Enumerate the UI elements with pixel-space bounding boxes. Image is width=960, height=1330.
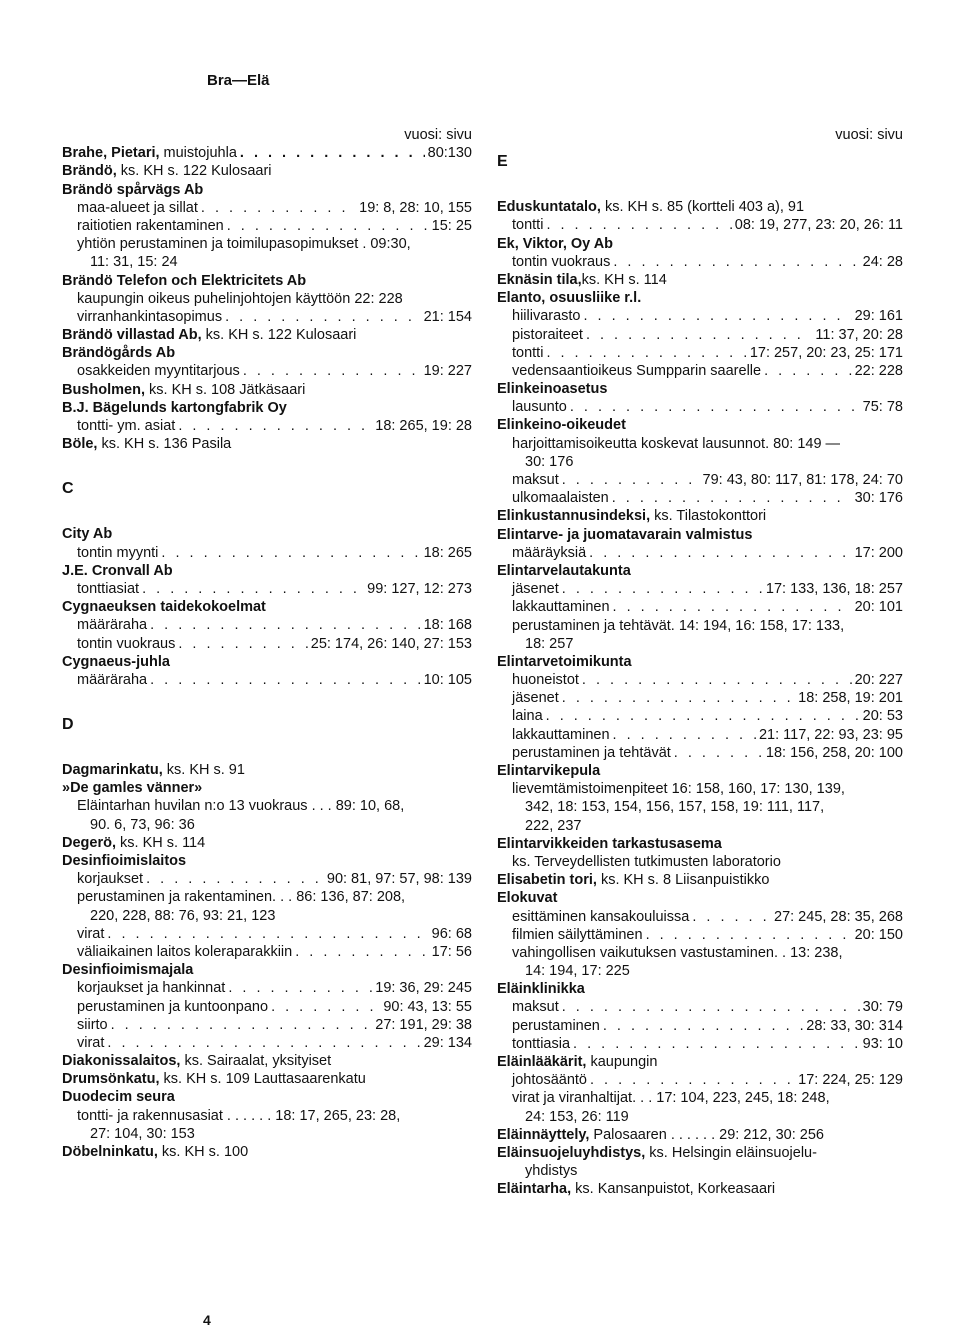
year-page-ref: 24: 28 [862, 253, 903, 270]
year-page-ref: 30: 176 [854, 490, 903, 507]
subentry-label: lakkauttaminen [512, 599, 610, 616]
index-heading [62, 1143, 472, 1161]
heading-term: Elintarvikepula [497, 763, 601, 779]
dot-leader [178, 635, 307, 653]
dot-leader [562, 689, 795, 707]
subentry-label: lakkauttaminen [512, 726, 610, 743]
continuation-line: 220, 228, 88: 76, 93: 21, 123 [90, 907, 276, 924]
heading-term: Ek, Viktor, Oy Ab [497, 235, 614, 252]
continuation-line: 11: 31, 15: 24 [90, 254, 178, 271]
section-letter: D [62, 716, 74, 734]
index-heading [62, 653, 472, 671]
year-page-ref: 18: 156, 258, 20: 100 [765, 744, 903, 761]
index-subentry: harjoittamisoikeutta koskevat lausunnot. 80: 149 — [512, 435, 841, 452]
index-heading [497, 1144, 903, 1162]
dot-leader [613, 253, 859, 271]
spacer [62, 507, 472, 525]
index-heading [497, 653, 903, 671]
dot-leader [178, 417, 372, 435]
dot-leader [646, 926, 852, 944]
index-subentry [497, 544, 903, 562]
year-page-ref: 17: 224, 25: 129 [798, 1072, 903, 1089]
index-heading [62, 562, 472, 580]
heading-term: Eduskuntatalo, [497, 199, 601, 216]
subentry-label: tonttiasia [512, 1035, 571, 1052]
subentry-label: korjaukset ja hankinnat [77, 980, 226, 997]
continuation-line: 90. 6, 73, 96: 36 [90, 816, 195, 833]
index-subentry [497, 1017, 903, 1035]
page-header: Bra—Elä [207, 72, 270, 89]
index-subentry [62, 998, 472, 1016]
heading-term: »De gamles vänner» [62, 780, 203, 797]
index-heading [62, 598, 472, 616]
index-heading [497, 526, 903, 544]
heading-term: Eläinlääkärit, [497, 1054, 587, 1070]
dot-leader [240, 144, 425, 162]
year-page-ref: 75: 78 [862, 399, 903, 416]
dot-leader [612, 489, 852, 507]
heading-reference: ks. KH s. 108 Jätkäsaari [144, 381, 306, 398]
year-page-ref: 21: 154 [423, 308, 472, 325]
heading-reference: muistojuhla [159, 145, 237, 162]
heading-reference: ks. KH s. 136 Pasila [97, 436, 232, 453]
index-heading [62, 761, 472, 779]
index-subentry [62, 1034, 472, 1052]
index-heading [497, 835, 903, 853]
subentry-label: pistoraiteet [512, 326, 583, 343]
dot-leader [146, 870, 324, 888]
heading-term: Brändö villastad Ab, [62, 327, 202, 344]
index-subentry [62, 925, 472, 943]
index-heading [62, 1088, 472, 1106]
dot-leader [692, 908, 771, 926]
year-page-ref: 17: 257, 20: 23, 25: 171 [749, 344, 903, 361]
subentry-label: perustaminen ja kuntoonpano [77, 998, 269, 1015]
index-subentry: kaupungin oikeus puhelinjohtojen käyttöön 22: 228 [77, 290, 403, 307]
year-page-ref: 29: 161 [854, 308, 903, 325]
index-heading [62, 381, 472, 399]
index-subentry: virat ja viranhaltijat. . . 17: 104, 223, 245, 18: 248, [512, 1090, 830, 1107]
subentry-label: virranhankintasopimus [77, 308, 223, 325]
index-heading [497, 235, 903, 253]
year-page-ref: 27: 245, 28: 35, 268 [774, 908, 903, 925]
heading-reference: ks. KH s. 91 [162, 762, 245, 779]
index-heading [497, 507, 903, 525]
index-subentry: perustaminen ja tehtävät. 14: 194, 16: 158, 17: 133, [512, 617, 845, 634]
index-heading [497, 1180, 903, 1198]
index-heading [62, 399, 472, 417]
column-caption: vuosi: sivu [835, 127, 903, 143]
index-column-left [62, 126, 472, 1161]
index-subentry [62, 417, 472, 435]
dot-leader [584, 307, 852, 325]
year-page-ref: 10: 105 [423, 671, 472, 688]
index-subentry [497, 216, 903, 234]
section-letter: C [62, 480, 74, 498]
dot-leader [225, 308, 421, 326]
heading-term: Brändö Telefon och Elektricitets Ab [62, 272, 307, 289]
year-page-ref: 19: 8, 28: 10, 155 [359, 199, 472, 216]
subentry-label: määräraha [77, 617, 148, 634]
subentry-label: raitiotien rakentaminen [77, 217, 224, 234]
index-subentry [62, 217, 472, 235]
continuation-line: 342, 18: 153, 154, 156, 157, 158, 19: 111, 117, [525, 799, 825, 816]
year-page-ref: 20: 150 [854, 926, 903, 943]
heading-term: Cygnaeuksen taidekokoelmat [62, 599, 266, 616]
heading-term: Cygnaeus-juhla [62, 653, 170, 670]
dot-leader [589, 544, 851, 562]
heading-term: Elintarvikkeiden tarkastusasema [497, 835, 722, 852]
dot-leader [613, 598, 852, 616]
subentry-label: ulkomaalaisten [512, 490, 609, 507]
index-subentry [497, 598, 903, 616]
subentry-label: määräyksiä [512, 544, 587, 561]
heading-term: Brändö, [62, 163, 117, 180]
dot-leader [228, 979, 372, 997]
index-subentry [497, 998, 903, 1016]
dot-leader [613, 726, 756, 744]
index-heading [497, 1053, 903, 1071]
heading-reference: ks. KH s. 109 Lauttasaarenkatu [159, 1071, 366, 1088]
heading-reference: ks. Sairaalat, yksityiset [180, 1053, 332, 1070]
index-heading [62, 852, 472, 870]
index-heading [62, 1052, 472, 1070]
index-heading [497, 762, 903, 780]
spacer [62, 689, 472, 707]
heading-reference: ks. KH s. 114 [581, 271, 667, 288]
dot-leader [562, 471, 700, 489]
dot-leader [674, 744, 763, 762]
year-page-ref: 20: 53 [862, 708, 903, 725]
index-column-right [497, 126, 903, 1199]
heading-reference: ks. KH s. 85 (kortteli 403 a), 91 [600, 199, 805, 216]
dot-leader [562, 998, 860, 1016]
year-page-ref: 08: 19, 277, 23: 20, 26: 11 [734, 217, 903, 234]
heading-term: Elisabetin tori, [497, 872, 597, 889]
index-heading [62, 961, 472, 979]
year-page-ref: 21: 117, 22: 93, 23: 95 [758, 726, 903, 743]
index-subentry [497, 398, 903, 416]
heading-reference: ks. KH s. 122 Kulosaari [201, 327, 357, 344]
heading-term: Desinfioimislaitos [62, 853, 187, 869]
heading-reference: ks. KH s. 122 Kulosaari [116, 163, 272, 180]
index-subentry: vahingollisen vaikutuksen vastustaminen. . 13: 238, [512, 944, 843, 961]
subentry-label: johtosääntö [512, 1072, 587, 1089]
subentry-label: tontti [512, 217, 544, 234]
index-subentry [497, 489, 903, 507]
heading-term: Eläintarha, [497, 1181, 572, 1198]
dot-leader [227, 217, 429, 235]
index-heading [497, 1126, 903, 1144]
continuation-line: 14: 194, 17: 225 [525, 963, 630, 980]
continuation-line: 24: 153, 26: 119 [525, 1108, 629, 1125]
dot-leader [142, 580, 364, 598]
subentry-label: filmien säilyttäminen [512, 926, 643, 943]
index-subentry [62, 616, 472, 634]
dot-leader [603, 1017, 803, 1035]
subentry-label: tontin vuokraus [512, 253, 611, 270]
subentry-label: tontin vuokraus [77, 635, 176, 652]
heading-reference: Palosaaren . . . . . . 29: 212, 30: 256 [589, 1126, 824, 1143]
index-subentry: ks. Terveydellisten tutkimusten laboratorio [512, 853, 781, 870]
heading-term: Elintarve- ja juomatavarain valmistus [497, 526, 753, 543]
index-subentry: lievemtämistoimenpiteet 16: 158, 160, 17: 130, 139, [512, 781, 845, 798]
index-heading [497, 980, 903, 998]
dot-leader [161, 544, 420, 562]
index-subentry [62, 943, 472, 961]
heading-term: J.E. Cronvall Ab [62, 562, 173, 579]
subentry-label: maksut [512, 999, 559, 1016]
dot-leader [107, 1034, 420, 1052]
heading-term: Busholmen, [62, 381, 145, 398]
year-page-ref: 25: 174, 26: 140, 27: 153 [310, 635, 472, 652]
heading-reference: ks. Tilastokonttori [650, 508, 767, 525]
subentry-label: maksut [512, 472, 559, 488]
subentry-label: väliaikainen laitos koleraparakkiin [77, 943, 293, 960]
index-subentry [62, 199, 472, 217]
index-heading [62, 834, 472, 852]
year-page-ref: 80:130 [427, 145, 472, 162]
index-subentry [497, 471, 903, 489]
index-subentry: tontti- ja rakennusasiat . . . . . . 18: 17, 265, 23: 28, [77, 1107, 401, 1124]
heading-reference: ks. KH s. 8 Liisanpuistikko [596, 872, 770, 889]
subentry-label: jäsenet [512, 690, 559, 707]
index-subentry [497, 1071, 903, 1089]
index-subentry [497, 344, 903, 362]
subentry-label: korjaukset [77, 871, 144, 888]
dot-leader [570, 398, 860, 416]
subentry-label: jäsenet [512, 581, 559, 598]
index-subentry [497, 362, 903, 380]
index-subentry [62, 362, 472, 380]
heading-label [62, 144, 237, 162]
year-page-ref: 17: 133, 136, 18: 257 [765, 581, 903, 598]
year-page-ref: 28: 33, 30: 314 [806, 1017, 903, 1034]
dot-leader [546, 216, 731, 234]
continuation-line: yhdistys [525, 1163, 578, 1180]
index-heading [62, 181, 472, 199]
index-subentry: yhtiön perustaminen ja toimilupasopimukset . 09:30, [77, 236, 411, 253]
dot-leader [562, 580, 763, 598]
dot-leader [546, 344, 746, 362]
heading-term: Diakonissalaitos, [62, 1053, 181, 1070]
dot-leader [201, 199, 356, 217]
heading-term: Dagmarinkatu, [62, 762, 163, 779]
continuation-line: 18: 257 [525, 635, 574, 652]
subentry-label: perustaminen ja tehtävät [512, 744, 671, 761]
subentry-label: vedensaantioikeus Sumpparin saarelle [512, 362, 762, 379]
heading-term: Desinfioimismajala [62, 962, 194, 979]
index-heading [497, 871, 903, 889]
year-page-ref: 15: 25 [431, 217, 472, 234]
subentry-label: virat [77, 1034, 105, 1051]
index-heading [62, 344, 472, 362]
index-subentry [62, 870, 472, 888]
subentry-label: tonttiasiat [77, 580, 140, 597]
heading-term: Brändögårds Ab [62, 345, 176, 362]
subentry-label: tontti- ym. asiat [77, 418, 176, 434]
subentry-label: määräraha [77, 671, 148, 688]
spacer [497, 180, 903, 198]
index-heading [62, 162, 472, 180]
dot-leader [271, 998, 380, 1016]
index-subentry [62, 1016, 472, 1034]
spacer [62, 743, 472, 761]
heading-reference: kaupungin [586, 1054, 658, 1070]
subentry-label: osakkeiden myyntitarjous [77, 363, 240, 380]
page-number: 4 [203, 1312, 211, 1328]
year-page-ref: 90: 43, 13: 55 [383, 998, 472, 1015]
heading-term: Elanto, osuusliike r.l. [497, 290, 642, 307]
heading-term: Elokuvat [497, 890, 558, 907]
subentry-label: esittäminen kansakouluissa [512, 908, 690, 925]
heading-term: Elintarvetoimikunta [497, 653, 632, 670]
subentry-label: perustaminen [512, 1017, 600, 1034]
index-heading [497, 198, 903, 216]
heading-term: Elinkeinoasetus [497, 381, 608, 398]
year-page-ref: 96: 68 [431, 925, 472, 942]
year-page-ref: 20: 227 [854, 672, 903, 689]
index-heading [62, 779, 472, 797]
heading-term: Eläinklinikka [497, 981, 585, 998]
index-heading [62, 1070, 472, 1088]
heading-term: Elinkustannusindeksi, [497, 508, 651, 525]
year-page-ref: 99: 127, 12: 273 [367, 580, 472, 597]
heading-term: Drumsönkatu, [62, 1071, 160, 1088]
subentry-label: huoneistot [512, 672, 579, 689]
index-subentry [62, 671, 472, 689]
dot-leader [546, 707, 860, 725]
year-page-ref: 17: 200 [854, 544, 903, 561]
index-subentry [497, 580, 903, 598]
column-caption: vuosi: sivu [404, 127, 472, 143]
dot-leader [295, 943, 428, 961]
heading-term: Elinkeino-oikeudet [497, 417, 626, 434]
heading-term: Elintarvelautakunta [497, 562, 631, 579]
index-subentry [62, 544, 472, 562]
index-subentry [62, 979, 472, 997]
index-subentry [497, 726, 903, 744]
year-page-ref: 79: 43, 80: 117, 81: 178, 24: 70 [702, 472, 903, 488]
year-page-ref: 18: 265, 19: 28 [375, 418, 472, 434]
dot-leader [586, 326, 812, 344]
index-subentry: perustaminen ja rakentaminen. . . 86: 136, 87: 208, [77, 889, 406, 906]
index-heading [62, 272, 472, 290]
heading-term: B.J. Bägelunds kartongfabrik Oy [62, 399, 287, 416]
index-subentry [497, 253, 903, 271]
index-subentry [497, 744, 903, 762]
year-page-ref: 18: 265 [423, 544, 472, 561]
year-page-ref: 27: 191, 29: 38 [375, 1016, 472, 1033]
subentry-label: lausunto [512, 399, 567, 416]
index-heading [497, 271, 903, 289]
index-heading [62, 525, 472, 543]
heading-term: City Ab [62, 526, 113, 543]
heading-term: Eknäsin tila, [497, 271, 582, 288]
index-subentry [497, 689, 903, 707]
subentry-label: hiilivarasto [512, 308, 581, 325]
year-page-ref: 20: 101 [854, 599, 903, 616]
dot-leader [150, 616, 420, 634]
year-page-ref: 93: 10 [862, 1035, 903, 1052]
index-heading [497, 416, 903, 434]
heading-reference: ks. KH s. 114 [116, 834, 206, 851]
dot-leader [582, 671, 852, 689]
year-page-ref: 18: 258, 19: 201 [798, 690, 903, 707]
index-subentry [497, 908, 903, 926]
dot-leader [111, 1016, 373, 1034]
heading-term: Eläinnäyttely, [497, 1126, 590, 1143]
index-heading [497, 380, 903, 398]
heading-term: Duodecim seura [62, 1089, 175, 1106]
subentry-label: tontin myynti [77, 544, 159, 561]
subentry-label: maa-alueet ja sillat [77, 199, 198, 216]
index-subentry [497, 671, 903, 689]
index-subentry [62, 308, 472, 326]
section-letter: E [497, 153, 508, 171]
index-subentry [497, 326, 903, 344]
heading-reference: ks. Helsingin eläinsuojelu- [645, 1144, 817, 1161]
index-subentry [497, 1035, 903, 1053]
subentry-label: siirto [77, 1016, 108, 1033]
index-heading [62, 144, 472, 162]
subentry-label: laina [512, 708, 543, 725]
index-subentry [62, 580, 472, 598]
year-page-ref: 19: 36, 29: 245 [375, 980, 472, 997]
heading-term: Brändö spårvägs Ab [62, 181, 204, 198]
year-page-ref: 30: 79 [862, 999, 903, 1016]
index-subentry [497, 926, 903, 944]
index-subentry [62, 635, 472, 653]
dot-leader [590, 1071, 795, 1089]
year-page-ref: 11: 37, 20: 28 [815, 326, 903, 343]
dot-leader [150, 671, 420, 689]
heading-term: Eläinsuojeluyhdistys, [497, 1144, 646, 1161]
year-page-ref: 29: 134 [423, 1034, 472, 1051]
index-subentry [497, 707, 903, 725]
index-heading [62, 435, 472, 453]
heading-term: Brahe, Pietari, [62, 145, 160, 162]
subentry-label: tontti [512, 344, 544, 361]
year-page-ref: 17: 56 [431, 943, 472, 960]
year-page-ref: 19: 227 [423, 363, 472, 380]
continuation-line: 222, 237 [525, 817, 582, 834]
dot-leader [243, 362, 421, 380]
spacer [62, 453, 472, 471]
index-subentry: Eläintarhan huvilan n:o 13 vuokraus . . . 89: 10, 68, [77, 798, 405, 815]
heading-reference: ks. KH s. 100 [157, 1144, 249, 1160]
heading-term: Degerö, [62, 834, 116, 851]
dot-leader [107, 925, 428, 943]
index-heading [497, 889, 903, 907]
index-subentry [497, 307, 903, 325]
index-heading [497, 289, 903, 307]
dot-leader [573, 1035, 860, 1053]
year-page-ref: 90: 81, 97: 57, 98: 139 [326, 871, 472, 888]
subentry-label: virat [77, 925, 105, 942]
year-page-ref: 18: 168 [423, 617, 472, 634]
year-page-ref: 22: 228 [854, 362, 903, 379]
heading-term: Böle, [62, 436, 98, 453]
continuation-line: 27: 104, 30: 153 [90, 1125, 195, 1142]
heading-term: Döbelninkatu, [62, 1144, 158, 1160]
dot-leader [764, 362, 852, 380]
index-heading [62, 326, 472, 344]
heading-reference: ks. Kansanpuistot, Korkeasaari [571, 1181, 776, 1198]
continuation-line: 30: 176 [525, 453, 574, 470]
index-heading [497, 562, 903, 580]
